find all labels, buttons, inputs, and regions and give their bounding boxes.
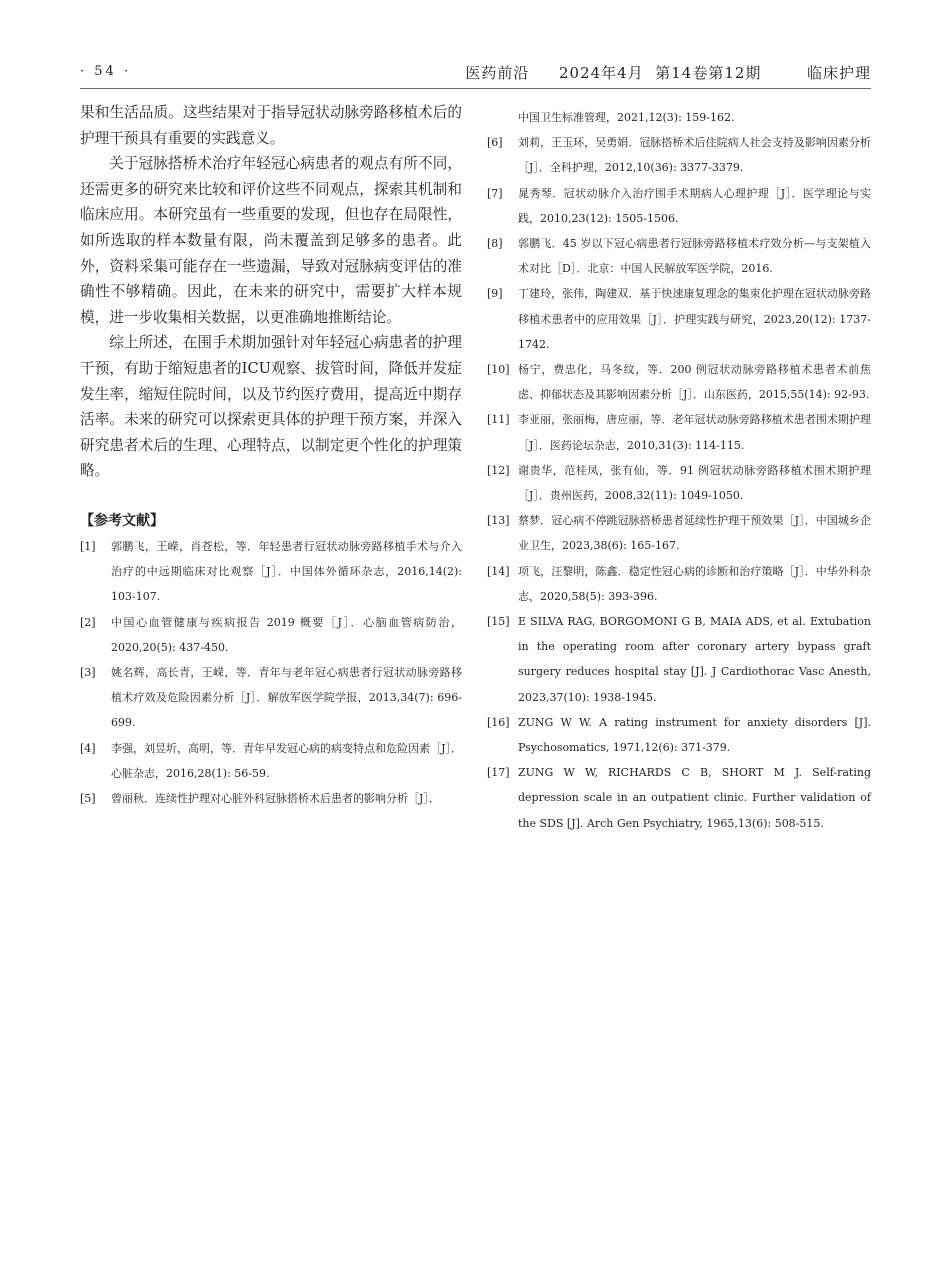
reference-text: 李亚丽，张丽梅，唐应丽，等．老年冠状动脉旁路移植术患者围术期护理［J］．医药论坛杂志，2010,31(3): 114-115.	[518, 413, 871, 452]
reference-item	[487, 559, 871, 609]
journal-name: 医药前沿	[465, 64, 530, 82]
reference-text: 姚名辉，高长青，王嵘，等．青年与老年冠心病患者行冠状动脉旁路移植术疗效及危险因素分析［J］．解放军医学院学报，2013,34(7): 696-699.	[111, 665, 462, 730]
reference-item	[80, 534, 462, 610]
references-heading: 【参考文献】	[80, 512, 164, 529]
reference-text: 丁建玲，张伟，陶建双．基于快速康复理念的集束化护理在冠状动脉旁路移植术患者中的应用效果［J］．护理实践与研究，2023,20(12): 1737-1742.	[518, 287, 871, 351]
right-column	[487, 105, 871, 836]
reference-text: 项飞，汪黎明，陈鑫．稳定性冠心病的诊断和治疗策略［J］．中华外科杂志，2020,58(5): 393-396.	[518, 564, 871, 603]
reference-text: 杨宁，费忠化，马冬纹，等．200 例冠状动脉旁路移植术患者术前焦虑、抑郁状态及其影响因素分析［J］．山东医药，2015,55(14): 92-93.	[518, 363, 871, 402]
reference-text: E SILVA RAG, BORGOMONI G B, MAIA ADS, et al. Extubation in the operating room after coronary artery bypass graft surgery reduces hospital stay [J]. J Cardiothorac Vasc Anesth, 2023,37(10): 1938-1945.	[518, 615, 871, 704]
reference-text: 中国心血管健康与疾病报告 2019 概要［J］．心脑血管病防治，2020,20(5): 437-450.	[111, 615, 462, 654]
reference-number: [3]	[80, 665, 96, 679]
reference-text: 李强，刘昱圻，高明，等．青年早发冠心病的病变特点和危险因素［J］．心脏杂志，2016,28(1): 56-59.	[111, 741, 462, 780]
reference-number: [16]	[487, 715, 510, 729]
reference-item	[80, 736, 462, 786]
reference-number: [15]	[487, 615, 510, 629]
reference-number: [1]	[80, 539, 96, 553]
reference-continuation: 中国卫生标准管理，2021,12(3): 159-162.	[518, 111, 735, 124]
reference-list	[487, 130, 871, 836]
reference-number: [13]	[487, 514, 510, 528]
reference-number: [5]	[80, 791, 96, 805]
reference-item	[487, 181, 871, 231]
reference-number: [2]	[80, 615, 96, 629]
section-name: 临床护理	[806, 64, 871, 82]
reference-text: 晁秀琴．冠状动脉介入治疗围手术期病人心理护理［J］．医学理论与实践，2010,23(12): 1505-1506.	[518, 186, 871, 225]
reference-number: [17]	[487, 766, 510, 780]
reference-item	[487, 458, 871, 508]
reference-text: ZUNG W W, RICHARDS C B, SHORT M J. Self-rating depression scale in an outpatient clinic. Further validation of the SDS [J]. Arch Gen Psychiatry, 1965,13(6): 508-515.	[518, 766, 871, 830]
reference-item	[487, 357, 871, 407]
reference-item	[487, 760, 871, 836]
body-paragraph: 果和生活品质。这些结果对于指导冠状动脉旁路移植术后的护理干预具有重要的实践意义。	[80, 104, 462, 147]
reference-item	[80, 610, 462, 660]
reference-text: ZUNG W W. A rating instrument for anxiety disorders [J]. Psychosomatics, 1971,12(6): 371-379.	[518, 715, 871, 755]
journal-issue: 2024年4月 第14卷第12期	[558, 64, 762, 82]
body-paragraph: 关于冠脉搭桥术治疗年轻冠心病患者的观点有所不同，还需更多的研究来比较和评价这些不同观点，探索其机制和临床应用。本研究虽有一些重要的发现，但也存在局限性，如所选取的样本数量有限，尚未覆盖到足够多的患者。此外，资料采集可能存在一些遗漏，导致对冠脉病变评估的准确性不够精确。因此，在未来的研究中，需要扩大样本规模，进一步收集相关数据，以更准确地推断结论。	[80, 155, 462, 326]
journal-info	[465, 62, 871, 83]
reference-item	[487, 508, 871, 558]
reference-text: 谢贵华，范桂凤，张有仙，等．91 例冠状动脉旁路移植术围术期护理［J］．贵州医药，2008,32(11): 1049-1050.	[518, 463, 871, 503]
reference-text: 蔡梦．冠心病不停跳冠脉搭桥患者延续性护理干预效果［J］．中国城乡企业卫生，2023,38(6): 165-167.	[518, 514, 871, 553]
header-rule	[80, 88, 871, 89]
reference-list	[80, 534, 462, 811]
reference-number: [12]	[487, 463, 510, 477]
reference-item	[487, 407, 871, 457]
reference-item	[487, 710, 871, 760]
reference-number: [6]	[487, 136, 503, 150]
left-column	[80, 100, 462, 811]
reference-number: [8]	[487, 237, 503, 251]
reference-text: 刘莉，王玉环，吴勇娟．冠脉搭桥术后住院病人社会支持及影响因素分析［J］．全科护理，2012,10(36): 3377-3379.	[518, 136, 871, 175]
body-paragraph: 综上所述，在围手术期加强针对年轻冠心病患者的护理干预，有助于缩短患者的ICU观察、拔管时间，降低并发症发生率，缩短住院时间，以及节约医疗费用，提高近中期存活率。未来的研究可以探索更具体的护理干预方案，并深入研究患者术后的生理、心理特点，以制定更个性化的护理策略。	[80, 334, 462, 480]
reference-number: [10]	[487, 363, 510, 377]
reference-item	[80, 660, 462, 736]
reference-item	[487, 231, 871, 281]
reference-number: [4]	[80, 741, 96, 755]
reference-text: 曾丽秋．连续性护理对心脏外科冠脉搭桥术后患者的影响分析［J］．	[111, 791, 440, 805]
page-header	[80, 58, 871, 88]
page-number: · 54 ·	[80, 64, 132, 79]
reference-item	[487, 609, 871, 710]
reference-text: 郭鹏飞．45 岁以下冠心病患者行冠脉旁路移植术疗效分析—与支架植入术对比［D］．北京：中国人民解放军医学院，2016.	[518, 237, 871, 276]
reference-number: [7]	[487, 186, 503, 200]
reference-number: [9]	[487, 287, 503, 301]
reference-item	[487, 281, 871, 357]
reference-number: [11]	[487, 413, 510, 427]
reference-item	[487, 130, 871, 180]
reference-item	[80, 786, 462, 811]
reference-text: 郭鹏飞，王嵘，肖苍松，等．年轻患者行冠状动脉旁路移植手术与介入治疗的中远期临床对比观察［J］．中国体外循环杂志，2016,14(2): 103-107.	[111, 539, 462, 604]
reference-number: [14]	[487, 564, 510, 578]
